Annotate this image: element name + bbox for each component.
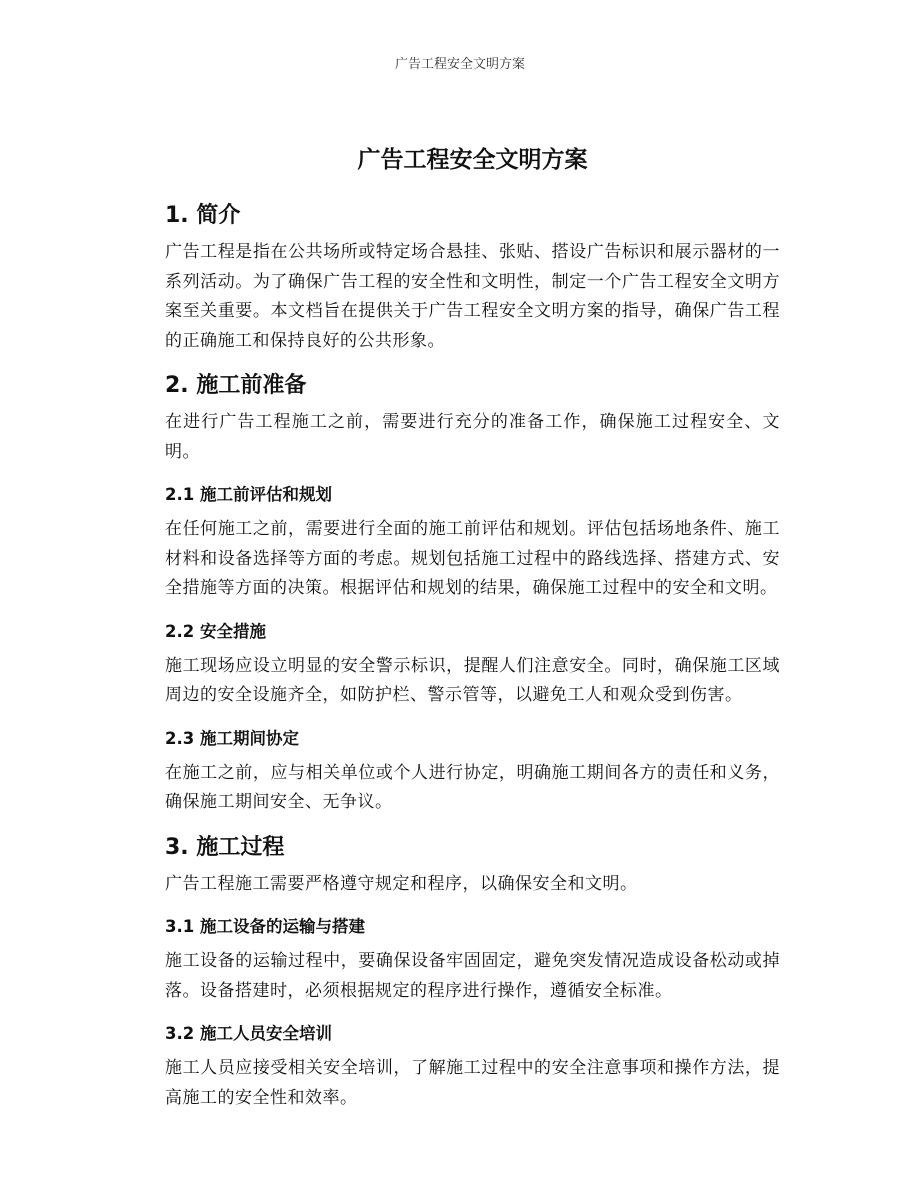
document-title: 广告工程安全文明方案: [357, 147, 588, 173]
subsection-heading: 2.2 安全措施: [165, 621, 266, 641]
paragraph: 在施工之前，应与相关单位或个人进行协定，明确施工期间各方的责任和义务，确保施工期间安全、无争议。: [165, 762, 780, 812]
document-body: [165, 140, 780, 1121]
paragraph: 施工设备的运输过程中，要确保设备牢固固定，避免突发情况造成设备松动或掉落。设备搭建时，必须根据规定的程序进行操作，遵循安全标准。: [165, 951, 780, 1001]
paragraph: 施工人员应接受相关安全培训，了解施工过程中的安全注意事项和操作方法，提高施工的安全性和效率。: [165, 1058, 780, 1108]
section-heading: 1. 简介: [165, 203, 241, 228]
paragraph: 广告工程施工需要严格遵守规定和程序，以确保安全和文明。: [165, 873, 638, 894]
section-heading: 3. 施工过程: [165, 834, 285, 860]
paragraph: 在任何施工之前，需要进行全面的施工前评估和规划。评估包括场地条件、施工材料和设备选择等方面的考虑。规划包括施工过程中的路线选择、搭建方式、安全措施等方面的决策。根据评估和规划的结果，确保施工过程中的安全和文明。: [165, 519, 780, 598]
section-heading: 2. 施工前准备: [165, 373, 307, 398]
subsection-heading: 2.1 施工前评估和规划: [165, 485, 332, 504]
paragraph: 广告工程是指在公共场所或特定场合悬挂、张贴、搭设广告标识和展示器材的一系列活动。为了确保广告工程的安全性和文明性，制定一个广告工程安全文明方案至关重要。本文档旨在提供关于广告工程安全文明方案的指导，确保广告工程的正确施工和保持良好的公共形象。: [165, 242, 780, 351]
paragraph: 在进行广告工程施工之前，需要进行充分的准备工作，确保施工过程安全、文明。: [165, 412, 780, 462]
subsection-heading: 3.1 施工设备的运输与搭建: [165, 917, 365, 936]
page-header: 广告工程安全文明方案: [394, 57, 525, 72]
paragraph: 施工现场应设立明显的安全警示标识，提醒人们注意安全。同时，确保施工区域周边的安全设施齐全，如防护栏、警示管等，以避免工人和观众受到伤害。: [165, 655, 780, 705]
subsection-heading: 3.2 施工人员安全培训: [165, 1024, 332, 1043]
subsection-heading: 2.3 施工期间协定: [165, 728, 299, 748]
